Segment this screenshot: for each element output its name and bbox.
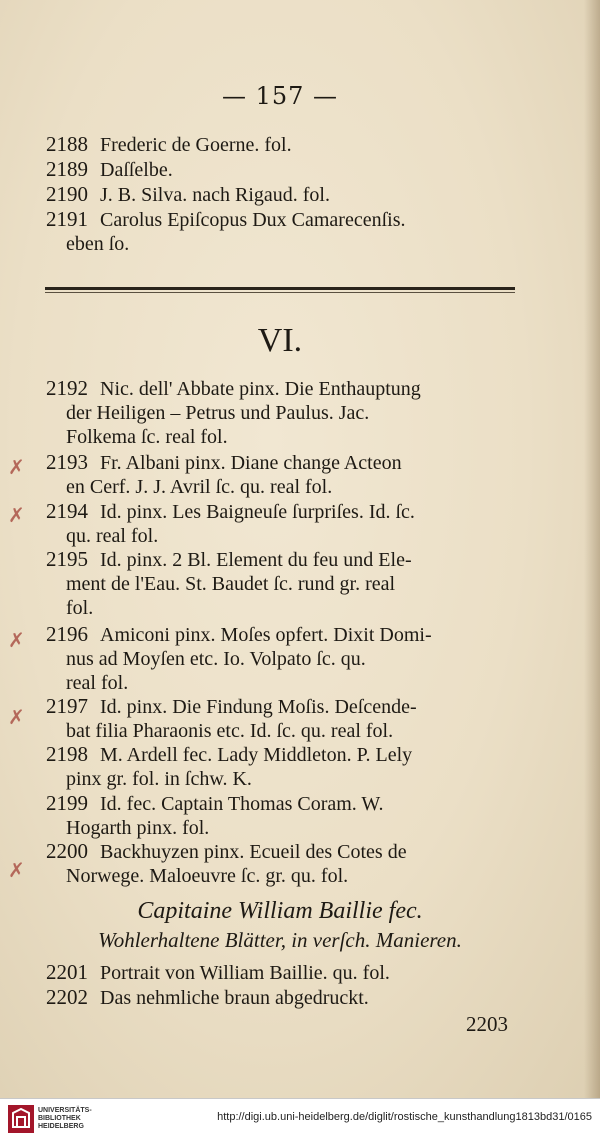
entry-2197 [46,694,516,743]
entry-text: Id. pinx. 2 Bl. Element du feu und Ele- [100,549,412,571]
entry-number: 2191 [46,207,88,231]
entry-text: J. B. Silva. nach Rigaud. fol. [100,184,330,206]
entry-number: 2198 [46,742,88,766]
entry-number: 2190 [46,182,88,206]
entry-number: 2195 [46,547,88,571]
source-url-link[interactable]: http://digi.ub.uni-heidelberg.de/diglit/rostische_kunsthandlung1813bd31/0165 [217,1111,592,1123]
entry-2193 [46,450,516,499]
entry-text: Daſſelbe. [100,159,173,181]
entry-continuation: eben ſo. [66,233,130,255]
entry-number: 2193 [46,450,88,474]
entry-continuation: en Cerf. J. J. Avril ſc. qu. real fol. [66,476,333,498]
entry-number: 2188 [46,132,88,156]
entry-2201 [46,960,516,985]
entry-2191 [46,207,516,256]
entry-2195 [46,547,516,620]
section-rule-thin [45,292,515,293]
entry-2189 [46,157,516,182]
entry-2200 [46,839,516,888]
entry-2196 [46,622,516,695]
catchword: 2203 [466,1012,508,1036]
entry-continuation: qu. real fol. [66,525,159,547]
entry-text: Id. pinx. Les Baigneuſe ſurpriſes. Id. ſc. [100,501,415,523]
library-logo-icon [8,1105,34,1133]
entry-2199 [46,791,516,840]
entry-2198 [46,742,516,791]
entry-text: Frederic de Goerne. fol. [100,134,292,156]
section-rule [45,287,515,290]
entry-2194 [46,499,516,548]
entry-text: Id. pinx. Die Findung Moſis. Deſcende- [100,696,417,718]
entry-text: Nic. dell' Abbate pinx. Die Enthauptung [100,378,421,400]
entry-number: 2194 [46,499,88,523]
margin-mark: ✗ [8,503,25,527]
entry-text: Portrait von William Baillie. qu. fol. [100,962,390,984]
entry-2192 [46,376,516,449]
entry-continuation: real fol. [66,672,129,694]
artist-subheading: Wohlerhaltene Blätter, in verſch. Manieren. [98,928,462,952]
entry-number: 2197 [46,694,88,718]
entry-continuation: nus ad Moyſen etc. Io. Volpato ſc. qu. [66,648,366,670]
margin-mark: ✗ [8,858,25,882]
viewer-footer [0,1098,600,1141]
entry-text: Backhuyzen pinx. Ecueil des Cotes de [100,841,407,863]
entry-continuation: pinx gr. fol. in ſchw. K. [66,768,252,790]
entry-text: Das nehmliche braun abgedruckt. [100,987,369,1009]
entry-number: 2202 [46,985,88,1009]
entry-text: Amiconi pinx. Moſes opfert. Dixit Domi- [100,624,432,646]
entry-continuation: ment de l'Eau. St. Baudet ſc. rund gr. real [66,573,396,595]
page-number: — 157 — [221,82,339,110]
entry-continuation: bat filia Pharaonis etc. Id. ſc. qu. real fol. [66,720,394,742]
entry-text: Carolus Epiſcopus Dux Camarecenſis. [100,209,406,231]
entry-number: 2189 [46,157,88,181]
entry-number: 2201 [46,960,88,984]
entry-text: Id. fec. Captain Thomas Coram. W. [100,793,384,815]
entry-continuation: Folkema ſc. real fol. [66,426,228,448]
artist-heading: Capitaine William Baillie fec. [137,898,423,924]
entry-number: 2200 [46,839,88,863]
entry-2188 [46,132,516,157]
section-title: VI. [257,322,303,359]
entry-number: 2199 [46,791,88,815]
entry-text: M. Ardell fec. Lady Middleton. P. Lely [100,744,413,766]
entry-continuation: Norwege. Maloeuvre ſc. gr. qu. fol. [66,865,349,887]
library-name: UNIVERSITÄTS- BIBLIOTHEK HEIDELBERG [38,1107,92,1130]
entry-number: 2196 [46,622,88,646]
entry-continuation: fol. [66,597,94,619]
entry-text: Fr. Albani pinx. Diane change Acteon [100,452,402,474]
entry-continuation: Hogarth pinx. fol. [66,817,210,839]
margin-mark: ✗ [8,705,25,729]
entry-number: 2192 [46,376,88,400]
margin-mark: ✗ [8,455,25,479]
page-edge-shadow [584,0,600,1098]
entry-2202 [46,985,516,1010]
margin-mark: ✗ [8,628,25,652]
entry-2190 [46,182,516,207]
entry-continuation: der Heiligen – Petrus und Paulus. Jac. [66,402,370,424]
